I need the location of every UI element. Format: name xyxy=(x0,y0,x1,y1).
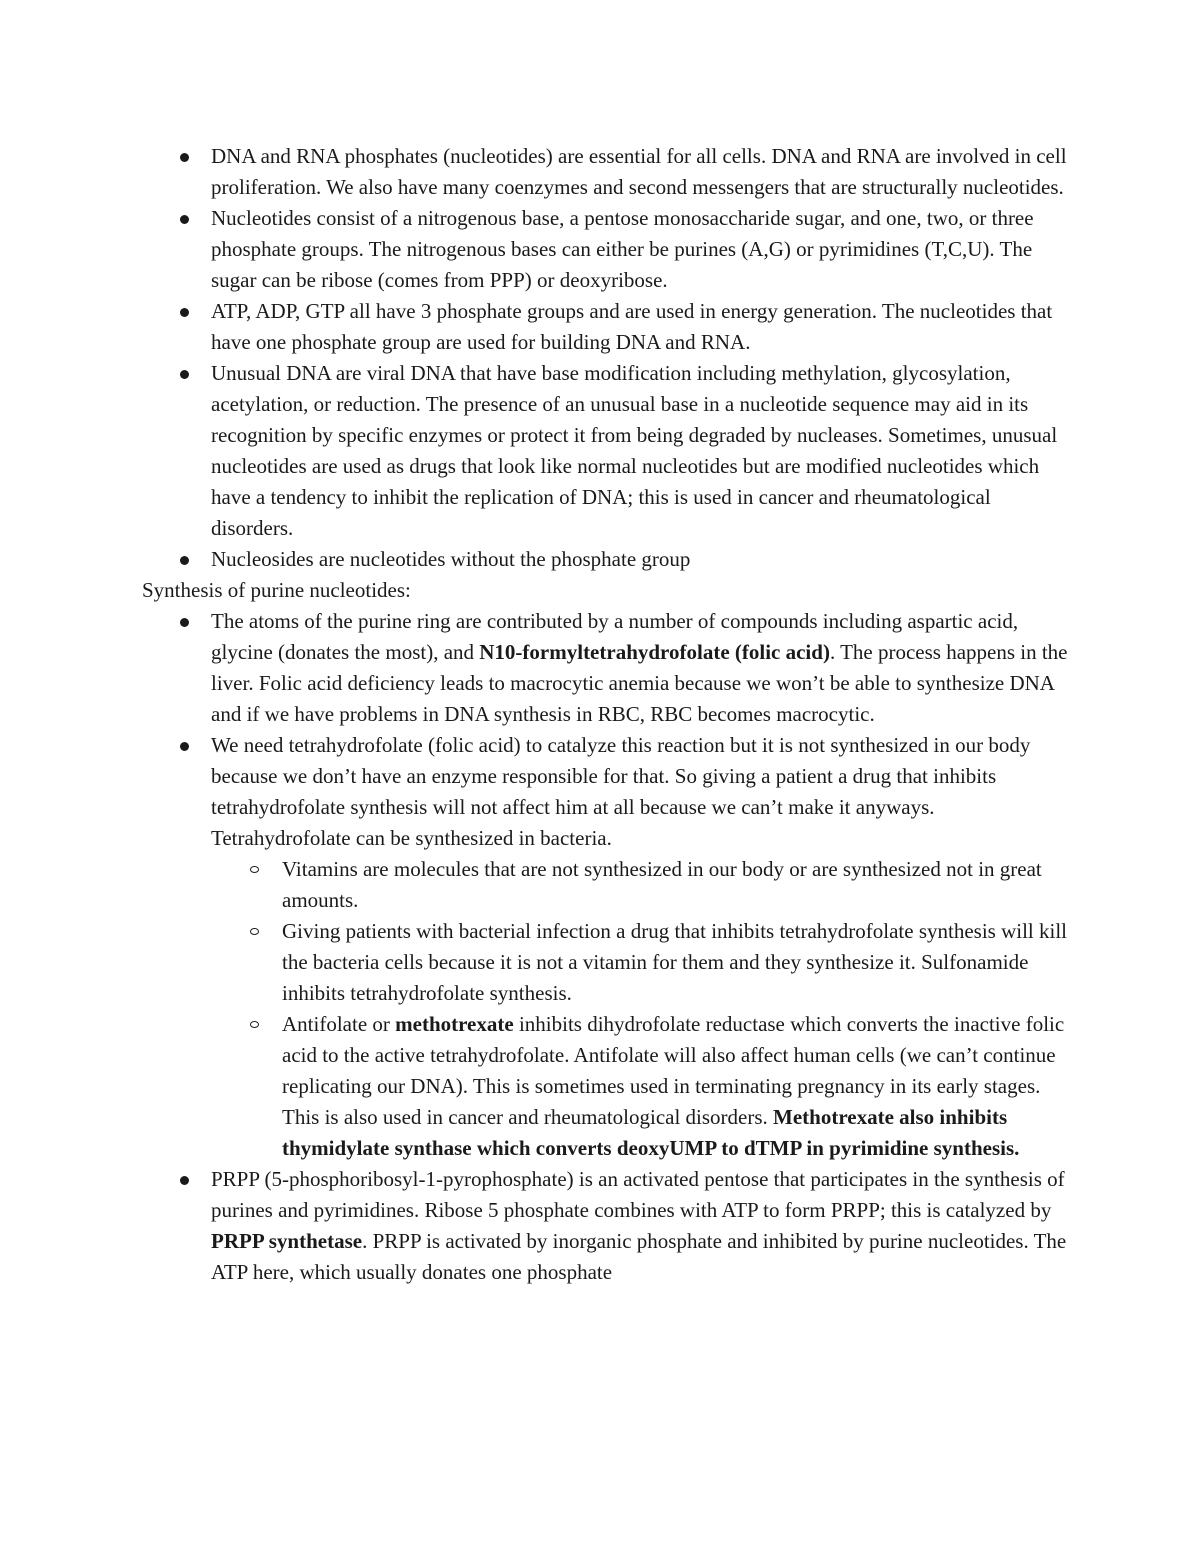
sub-list-item xyxy=(211,916,1072,1009)
bold-term: methotrexate xyxy=(395,1012,514,1036)
list-item xyxy=(142,544,1072,575)
list-item xyxy=(142,730,1072,1164)
bold-term: N10-formyltetrahydrofolate (folic acid) xyxy=(479,640,830,664)
bullet-text: . PRPP is activated by inorganic phosphate and inhibited by purine nucleotides. The ATP here, which usually donates one phosphate xyxy=(211,1229,1067,1284)
bold-term: PRPP synthetase xyxy=(211,1229,363,1253)
bullet-text: Nucleosides are nucleotides without the phosphate group xyxy=(211,547,691,571)
bullet-text: PRPP (5-phosphoribosyl-1-pyrophosphate) is an activated pentose that participates in the synthesis of purines and pyrimidines. Ribose 5 phosphate combines with ATP to form PRPP; this is catalyzed by xyxy=(211,1167,1065,1222)
list-item xyxy=(142,606,1072,730)
sub-bullet-text: Antifolate or xyxy=(282,1012,396,1036)
list-item xyxy=(142,296,1072,358)
sub-list-item xyxy=(211,854,1072,916)
list-item xyxy=(142,141,1072,203)
bullet-text: Nucleotides consist of a nitrogenous base, a pentose monosaccharide sugar, and one, two, or three phosphate groups. The nitrogenous bases can either be purines (A,G) or pyrimidines (T,C,U). The sugar can be ribose (comes from PPP) or deoxyribose. xyxy=(211,206,1034,292)
bullet-text: ATP, ADP, GTP all have 3 phosphate groups and are used in energy generation. The nucleotides that have one phosphate group are used for building DNA and RNA. xyxy=(211,299,1053,354)
sub-bullet-text: Giving patients with bacterial infection a drug that inhibits tetrahydrofolate synthesis will kill the bacteria cells because it is not a vitamin for them and they synthesize it. Sulfonamide inhibits tetrahydrofolate synthesis. xyxy=(282,919,1067,1005)
list-item xyxy=(142,203,1072,296)
sub-bullet-text: inhibits dihydrofolate reductase which converts the inactive folic acid to the active tetrahydrofolate. Antifolate will also affect human cells (we can’t continue replicating our DNA). This is sometimes used in terminating pregnancy in its early stages. This is also used in cancer and rheumatological disorders. xyxy=(282,1012,1065,1129)
list-item xyxy=(142,1164,1072,1288)
bullet-text: DNA and RNA phosphates (nucleotides) are essential for all cells. DNA and RNA are involved in cell proliferation. We also have many coenzymes and second messengers that are structurally nucleotides. xyxy=(211,144,1067,199)
section-heading: Synthesis of purine nucleotides: xyxy=(142,578,411,602)
list-item xyxy=(142,358,1072,544)
document-body xyxy=(142,141,1072,1288)
bullet-text: Unusual DNA are viral DNA that have base modification including methylation, glycosylation, acetylation, or reduction. The presence of an unusual base in a nucleotide sequence may aid in its recognition by specific enzymes or protect it from being degraded by nucleases. Sometimes, unusual nucleotides are used as drugs that look like normal nucleotides but are modified nucleotides which have a tendency to inhibit the replication of DNA; this is used in cancer and rheumatological disorders. xyxy=(211,361,1058,540)
bullet-text: We need tetrahydrofolate (folic acid) to catalyze this reaction but it is not synthesized in our body because we don’t have an enzyme responsible for that. So giving a patient a drug that inhibits tetrahydrofolate synthesis will not affect him at all because we can’t make it anyways. Tetrahydrofolate can be synthesized in bacteria. xyxy=(211,733,1031,850)
bullet-text: The atoms of the purine ring are contributed by a number of compounds including aspartic acid, glycine (donates the most), and xyxy=(211,609,1019,664)
bold-statement: Methotrexate also inhibits thymidylate synthase which converts deoxyUMP to dTMP in pyrimidine synthesis. xyxy=(282,1105,1020,1160)
sub-bullet-text: Vitamins are molecules that are not synthesized in our body or are synthesized not in great amounts. xyxy=(282,857,1042,912)
purine-bullet-list xyxy=(142,606,1072,1288)
sub-bullet-list xyxy=(211,854,1072,1164)
nucleotide-bullet-list xyxy=(142,141,1072,575)
sub-list-item xyxy=(211,1009,1072,1164)
bullet-text: . The process happens in the liver. Folic acid deficiency leads to macrocytic anemia because we won’t be able to synthesize DNA and if we have problems in DNA synthesis in RBC, RBC becomes macrocytic. xyxy=(211,640,1068,726)
